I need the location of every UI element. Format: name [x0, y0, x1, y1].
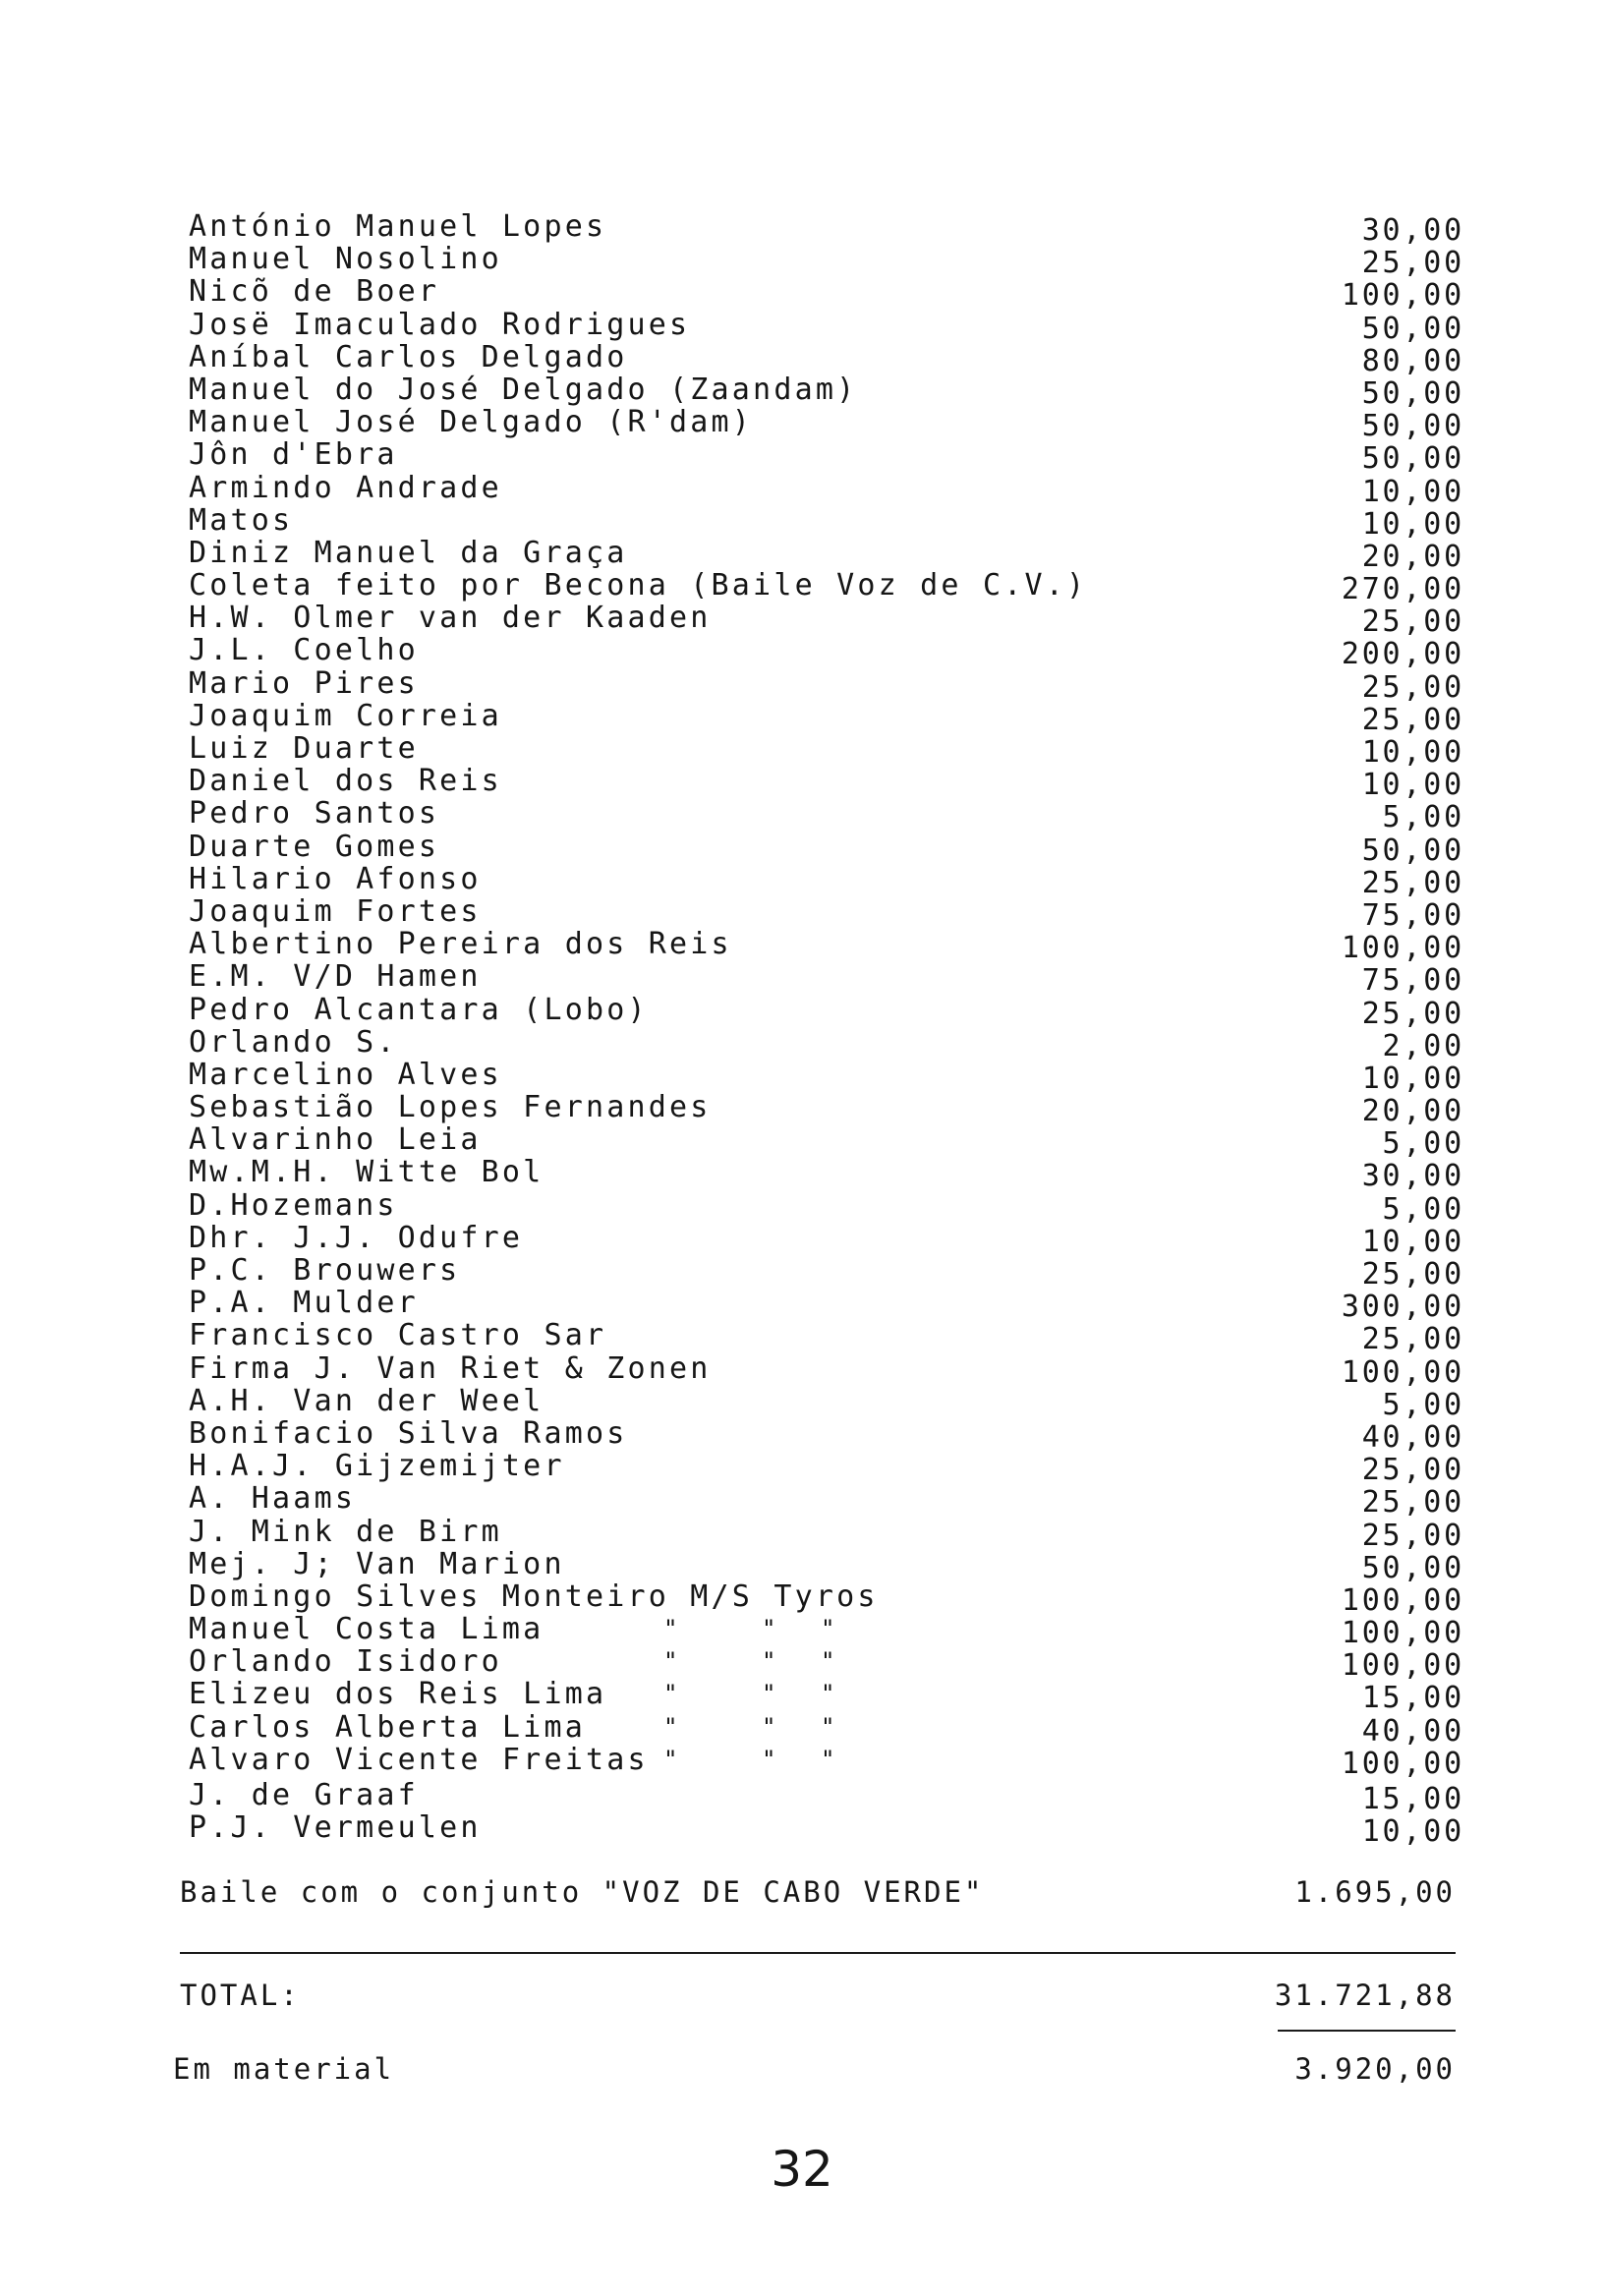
- donor-name: Matos: [189, 502, 294, 538]
- ditto-mark: ": [821, 1712, 835, 1741]
- donor-name: Sebastião Lopes Fernandes: [189, 1090, 712, 1125]
- list-item: [187, 1024, 1464, 1063]
- donation-amount: 25,00: [1361, 1453, 1464, 1488]
- donor-name: H.W. Olmer van der Kaaden: [189, 601, 712, 636]
- material-label: Em material: [173, 2052, 395, 2086]
- list-item: [187, 1318, 1464, 1357]
- list-item: [187, 1709, 1464, 1749]
- list-item: [187, 339, 1464, 378]
- donation-amount: 300,00: [1341, 1290, 1464, 1325]
- donation-amount: 100,00: [1341, 931, 1464, 966]
- donor-name: Alvarinho Leia: [189, 1122, 482, 1158]
- ditto-mark: ": [762, 1647, 776, 1676]
- donor-name: Elizeu dos Reis Lima: [189, 1677, 607, 1712]
- donation-amount: 40,00: [1361, 1419, 1464, 1455]
- list-item: [187, 1122, 1464, 1162]
- ditto-mark: ": [762, 1615, 776, 1643]
- list-item: [187, 1057, 1464, 1096]
- donor-name: Coleta feito por Becona (Baile Voz de C.V.): [189, 568, 1088, 603]
- list-item: [187, 861, 1464, 900]
- donation-amount: 5,00: [1382, 1126, 1464, 1162]
- ditto-mark: ": [762, 1745, 776, 1773]
- list-item: [187, 1253, 1464, 1292]
- list-item: [187, 1578, 1464, 1618]
- donation-amount: 50,00: [1361, 409, 1464, 444]
- donor-name: P.C. Brouwers: [189, 1253, 461, 1288]
- donation-amount: 15,00: [1361, 1681, 1464, 1716]
- baile-row: [180, 1875, 1456, 1915]
- donor-name: Firma J. Van Riet & Zonen: [189, 1350, 712, 1386]
- donation-amount: 200,00: [1341, 637, 1464, 672]
- donation-amount: 75,00: [1361, 963, 1464, 999]
- baile-amount: 1.695,00: [1294, 1875, 1456, 1909]
- donation-amount: 75,00: [1361, 897, 1464, 933]
- donor-name: António Manuel Lopes: [189, 209, 607, 244]
- donor-name: Aníbal Carlos Delgado: [189, 339, 628, 374]
- donor-name: Albertino Pereira dos Reis: [189, 927, 732, 962]
- donor-name: Manuel Nosolino: [189, 242, 502, 277]
- list-item: [187, 1612, 1464, 1651]
- donation-amount: 50,00: [1361, 832, 1464, 868]
- ditto-mark: ": [663, 1647, 678, 1676]
- donor-name: A.H. Van der Weel: [189, 1383, 544, 1418]
- donation-amount: 50,00: [1361, 441, 1464, 477]
- donor-name: Mej. J; Van Marion: [189, 1546, 565, 1581]
- donation-amount: 25,00: [1361, 1257, 1464, 1292]
- donor-name: Joaquim Fortes: [189, 893, 482, 929]
- donation-amount: 50,00: [1361, 311, 1464, 346]
- list-item: [187, 1286, 1464, 1325]
- ditto-mark: ": [821, 1647, 835, 1676]
- list-item: [187, 1090, 1464, 1129]
- list-item: [187, 1810, 1464, 1850]
- donor-name: Daniel dos Reis: [189, 764, 502, 799]
- list-item: [187, 992, 1464, 1031]
- total-row: [180, 1979, 1456, 2018]
- list-item: [187, 959, 1464, 999]
- donation-amount: 25,00: [1361, 1485, 1464, 1521]
- donation-amount: 10,00: [1361, 506, 1464, 542]
- ditto-mark: ": [663, 1615, 678, 1643]
- list-item: [187, 1155, 1464, 1194]
- list-item: [187, 1677, 1464, 1716]
- list-item: [187, 535, 1464, 574]
- list-item: [187, 1350, 1464, 1390]
- donation-amount: 100,00: [1341, 1648, 1464, 1684]
- donor-name: Luiz Duarte: [189, 731, 419, 766]
- list-item: [187, 698, 1464, 737]
- donor-name: Manuel José Delgado (R'dam): [189, 405, 754, 440]
- list-item: [187, 1383, 1464, 1422]
- donor-name: Pedro Alcantara (Lobo): [189, 992, 649, 1027]
- donor-name: Joaquim Correia: [189, 698, 502, 733]
- donation-amount: 2,00: [1382, 1028, 1464, 1063]
- donation-amount: 10,00: [1361, 1224, 1464, 1259]
- list-item: [187, 1644, 1464, 1684]
- donor-name: Jôn d'Ebra: [189, 437, 398, 473]
- donor-name: Armindo Andrade: [189, 470, 502, 505]
- total-label: TOTAL:: [180, 1979, 301, 2012]
- donor-name: E.M. V/D Hamen: [189, 959, 482, 995]
- donation-amount: 20,00: [1361, 539, 1464, 574]
- baile-label: Baile com o conjunto "VOZ DE CABO VERDE": [180, 1875, 985, 1909]
- list-item: [187, 893, 1464, 933]
- donation-amount: 100,00: [1341, 1582, 1464, 1618]
- ditto-mark: ": [762, 1680, 776, 1708]
- donor-name: Orlando Isidoro: [189, 1644, 502, 1680]
- ditto-mark: ": [821, 1680, 835, 1708]
- donor-name: Alvaro Vicente Freitas: [189, 1742, 649, 1777]
- donation-amount: 20,00: [1361, 1094, 1464, 1129]
- donor-name: Manuel do José Delgado (Zaandam): [189, 372, 858, 407]
- donation-amount: 10,00: [1361, 1061, 1464, 1096]
- donation-amount: 15,00: [1361, 1782, 1464, 1816]
- donation-amount: 25,00: [1361, 1322, 1464, 1357]
- list-item: [187, 502, 1464, 542]
- list-item: [187, 796, 1464, 835]
- donation-list: [187, 209, 1464, 1850]
- list-item: [187, 731, 1464, 770]
- donation-amount: 25,00: [1361, 604, 1464, 640]
- list-item: [187, 274, 1464, 314]
- donation-amount: 10,00: [1361, 768, 1464, 803]
- list-item: [187, 1481, 1464, 1521]
- donation-amount: 50,00: [1361, 1550, 1464, 1585]
- donor-name: Duarte Gomes: [189, 829, 440, 864]
- list-item: [187, 601, 1464, 640]
- donation-amount: 50,00: [1361, 375, 1464, 411]
- donation-amount: 30,00: [1361, 213, 1464, 248]
- donation-amount: 30,00: [1361, 1159, 1464, 1194]
- ditto-mark: ": [821, 1745, 835, 1773]
- ditto-mark: ": [663, 1680, 678, 1708]
- donor-name: J. Mink de Birm: [189, 1514, 502, 1549]
- donor-name: H.A.J. Gijzemijter: [189, 1449, 565, 1484]
- list-item: [187, 665, 1464, 705]
- donor-name: Nicõ de Boer: [189, 274, 440, 310]
- donation-amount: 10,00: [1361, 474, 1464, 509]
- donation-amount: 100,00: [1341, 1354, 1464, 1390]
- donation-amount: 5,00: [1382, 1387, 1464, 1422]
- donor-name: Diniz Manuel da Graça: [189, 535, 628, 570]
- donation-amount: 25,00: [1361, 1518, 1464, 1553]
- list-item: [187, 437, 1464, 477]
- list-item: [187, 242, 1464, 281]
- list-item: [187, 764, 1464, 803]
- list-item: [187, 1742, 1464, 1781]
- list-item: [187, 372, 1464, 411]
- ditto-mark: ": [762, 1712, 776, 1741]
- donation-amount: 25,00: [1361, 865, 1464, 900]
- total-divider-line: [180, 1952, 1456, 1954]
- donor-name: Orlando S.: [189, 1024, 398, 1060]
- list-item: [187, 1778, 1464, 1816]
- donor-name: Josë Imaculado Rodrigues: [189, 307, 691, 342]
- material-amount: 3.920,00: [1294, 2052, 1456, 2086]
- donor-name: J. de Graaf: [189, 1778, 419, 1812]
- list-item: [187, 829, 1464, 868]
- donor-name: P.J. Vermeulen: [189, 1810, 482, 1846]
- page-number: 32: [771, 2141, 833, 2198]
- list-item: [187, 209, 1464, 248]
- list-item: [187, 1187, 1464, 1227]
- donor-name: Dhr. J.J. Odufre: [189, 1220, 524, 1255]
- donor-name: J.L. Coelho: [189, 633, 419, 668]
- donor-name: Francisco Castro Sar: [189, 1318, 607, 1353]
- donation-amount: 10,00: [1361, 1814, 1464, 1850]
- donation-amount: 100,00: [1341, 1616, 1464, 1651]
- total-underline: [1278, 2030, 1456, 2032]
- donor-name: A. Haams: [189, 1481, 357, 1517]
- list-item: [187, 470, 1464, 509]
- list-item: [187, 1415, 1464, 1455]
- donor-name: Marcelino Alves: [189, 1057, 502, 1092]
- donation-amount: 100,00: [1341, 278, 1464, 314]
- donation-amount: 25,00: [1361, 702, 1464, 737]
- donor-name: D.Hozemans: [189, 1187, 398, 1223]
- donor-name: P.A. Mulder: [189, 1286, 419, 1321]
- ditto-mark: ": [821, 1615, 835, 1643]
- donation-amount: 5,00: [1382, 1191, 1464, 1227]
- list-item: [187, 927, 1464, 966]
- donation-amount: 25,00: [1361, 246, 1464, 281]
- donor-name: Carlos Alberta Lima: [189, 1709, 586, 1745]
- donor-name: Domingo Silves Monteiro M/S Tyros: [189, 1578, 879, 1614]
- donation-amount: 80,00: [1361, 343, 1464, 378]
- donation-amount: 10,00: [1361, 735, 1464, 770]
- list-item: [187, 307, 1464, 346]
- donation-amount: 40,00: [1361, 1713, 1464, 1749]
- list-item: [187, 568, 1464, 607]
- donation-amount: 25,00: [1361, 669, 1464, 705]
- donation-amount: 5,00: [1382, 800, 1464, 835]
- ditto-mark: ": [663, 1712, 678, 1741]
- donation-amount: 25,00: [1361, 996, 1464, 1031]
- list-item: [187, 633, 1464, 672]
- donor-name: Bonifacio Silva Ramos: [189, 1415, 628, 1451]
- list-item: [187, 1449, 1464, 1488]
- ditto-mark: ": [663, 1745, 678, 1773]
- list-item: [187, 1546, 1464, 1585]
- material-row: [173, 2052, 1456, 2092]
- donor-name: Mario Pires: [189, 665, 419, 701]
- donor-name: Manuel Costa Lima: [189, 1612, 544, 1647]
- total-amount: 31.721,88: [1274, 1979, 1456, 2012]
- donation-amount: 270,00: [1341, 572, 1464, 607]
- list-item: [187, 1514, 1464, 1553]
- donor-name: Hilario Afonso: [189, 861, 482, 896]
- list-item: [187, 405, 1464, 444]
- donation-amount: 100,00: [1341, 1746, 1464, 1781]
- donor-name: Mw.M.H. Witte Bol: [189, 1155, 544, 1190]
- donor-name: Pedro Santos: [189, 796, 440, 832]
- list-item: [187, 1220, 1464, 1259]
